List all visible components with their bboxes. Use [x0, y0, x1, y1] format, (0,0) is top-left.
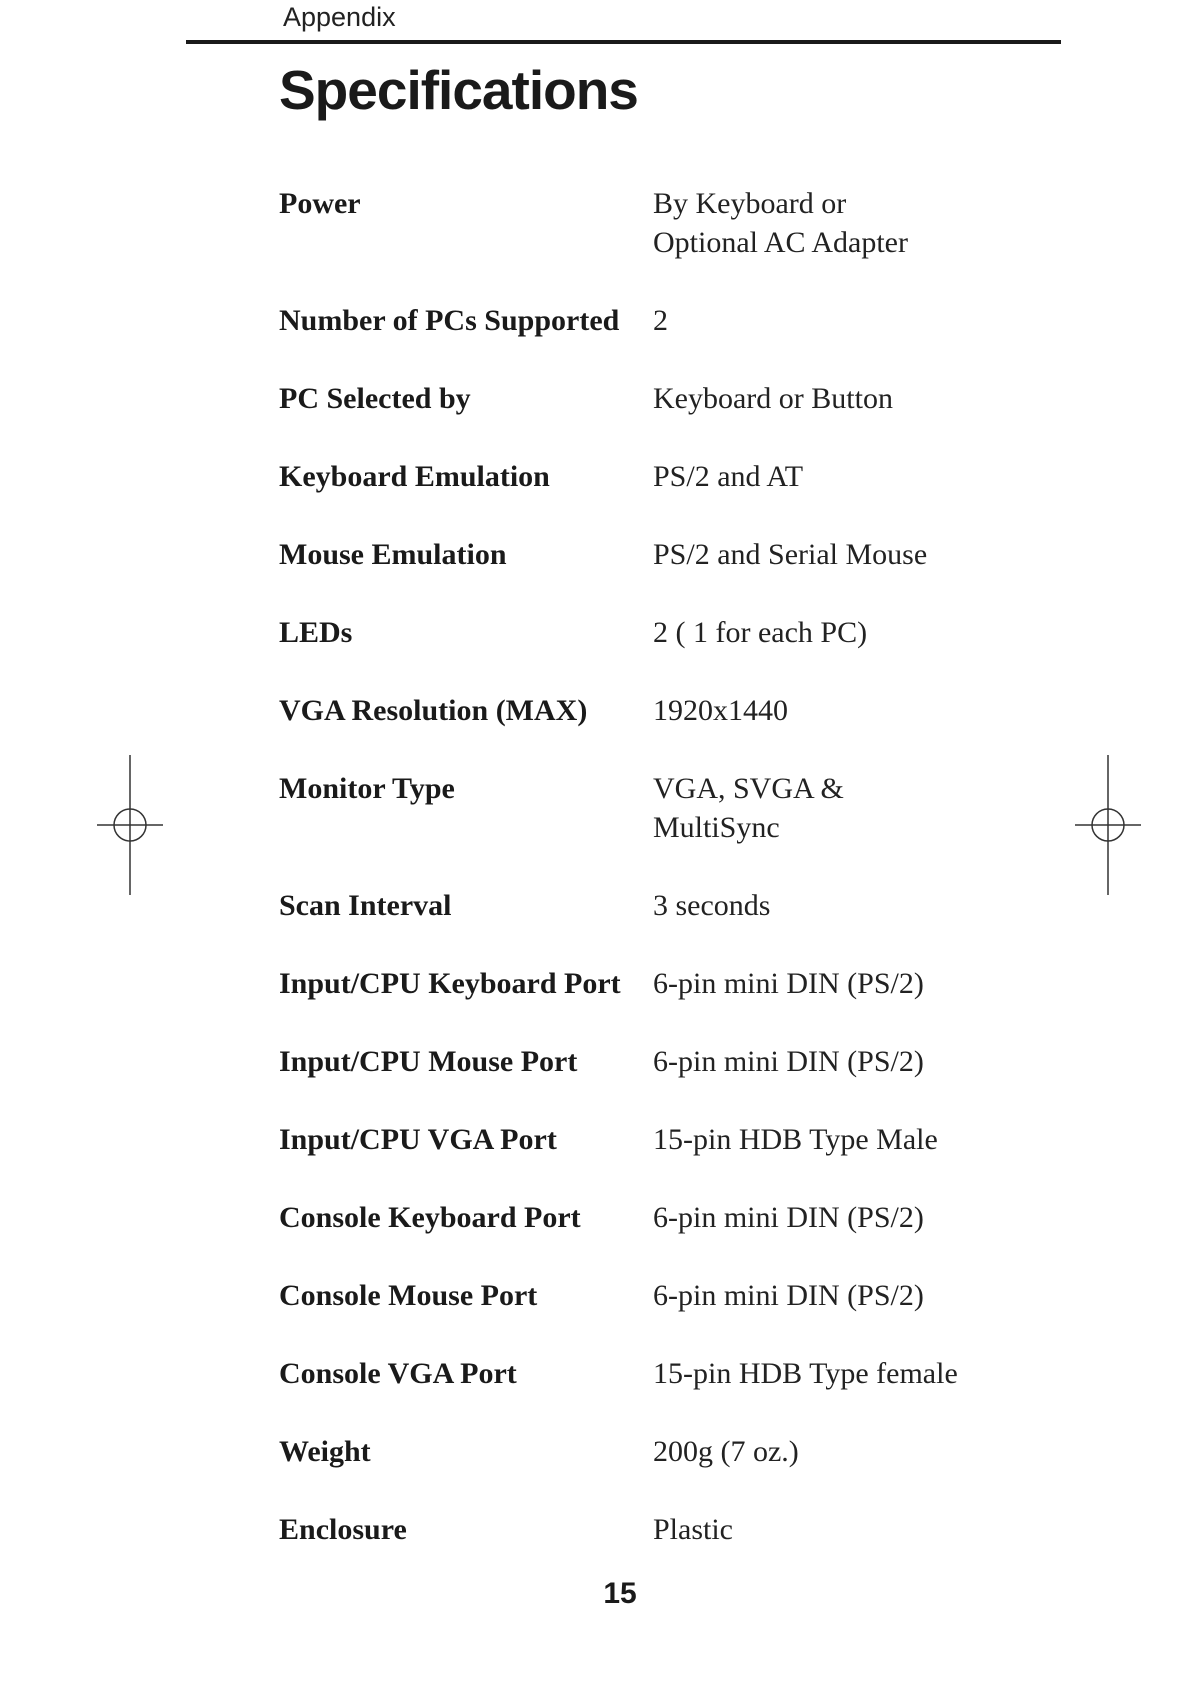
spec-label: Console Keyboard Port — [279, 1201, 581, 1234]
registration-mark-right-icon — [1075, 755, 1141, 895]
spec-value: 6-pin mini DIN (PS/2) — [653, 967, 924, 1000]
spec-value: 6-pin mini DIN (PS/2) — [653, 1279, 924, 1312]
spec-value: 200g (7 oz.) — [653, 1435, 799, 1468]
spec-label: LEDs — [279, 616, 353, 649]
spec-label: Monitor Type — [279, 772, 455, 805]
spec-value: By Keyboard or Optional AC Adapter — [653, 187, 908, 259]
spec-label: Console VGA Port — [279, 1357, 517, 1390]
spec-label: Weight — [279, 1435, 371, 1468]
spec-value: 15-pin HDB Type female — [653, 1357, 958, 1390]
spec-value: 2 — [653, 304, 668, 337]
spec-label: Scan Interval — [279, 889, 452, 922]
spec-value: PS/2 and AT — [653, 460, 804, 493]
spec-label: Input/CPU Keyboard Port — [279, 967, 621, 1000]
spec-value: 6-pin mini DIN (PS/2) — [653, 1201, 924, 1234]
header-rule — [186, 40, 1061, 44]
spec-label: VGA Resolution (MAX) — [279, 694, 588, 727]
spec-label: Input/CPU Mouse Port — [279, 1045, 578, 1078]
spec-value: PS/2 and Serial Mouse — [653, 538, 928, 571]
spec-value: VGA, SVGA & MultiSync — [653, 772, 844, 844]
spec-value: Plastic — [653, 1513, 733, 1546]
spec-value: 3 seconds — [653, 889, 771, 922]
section-label: Appendix — [283, 2, 396, 32]
spec-label: PC Selected by — [279, 382, 471, 415]
spec-label: Power — [279, 187, 361, 220]
spec-value: 6-pin mini DIN (PS/2) — [653, 1045, 924, 1078]
spec-value: 2 ( 1 for each PC) — [653, 616, 868, 649]
spec-label: Mouse Emulation — [279, 538, 507, 571]
spec-value: Keyboard or Button — [653, 382, 893, 415]
page-number: 15 — [603, 1577, 637, 1610]
spec-label: Keyboard Emulation — [279, 460, 550, 493]
spec-value: 1920x1440 — [653, 694, 788, 727]
spec-label: Number of PCs Supported — [279, 304, 620, 337]
spec-label: Console Mouse Port — [279, 1279, 538, 1312]
spec-label: Enclosure — [279, 1513, 407, 1546]
spec-value: 15-pin HDB Type Male — [653, 1123, 938, 1156]
spec-label: Input/CPU VGA Port — [279, 1123, 557, 1156]
registration-mark-left-icon — [97, 755, 163, 895]
page-title: Specifications — [279, 59, 638, 121]
